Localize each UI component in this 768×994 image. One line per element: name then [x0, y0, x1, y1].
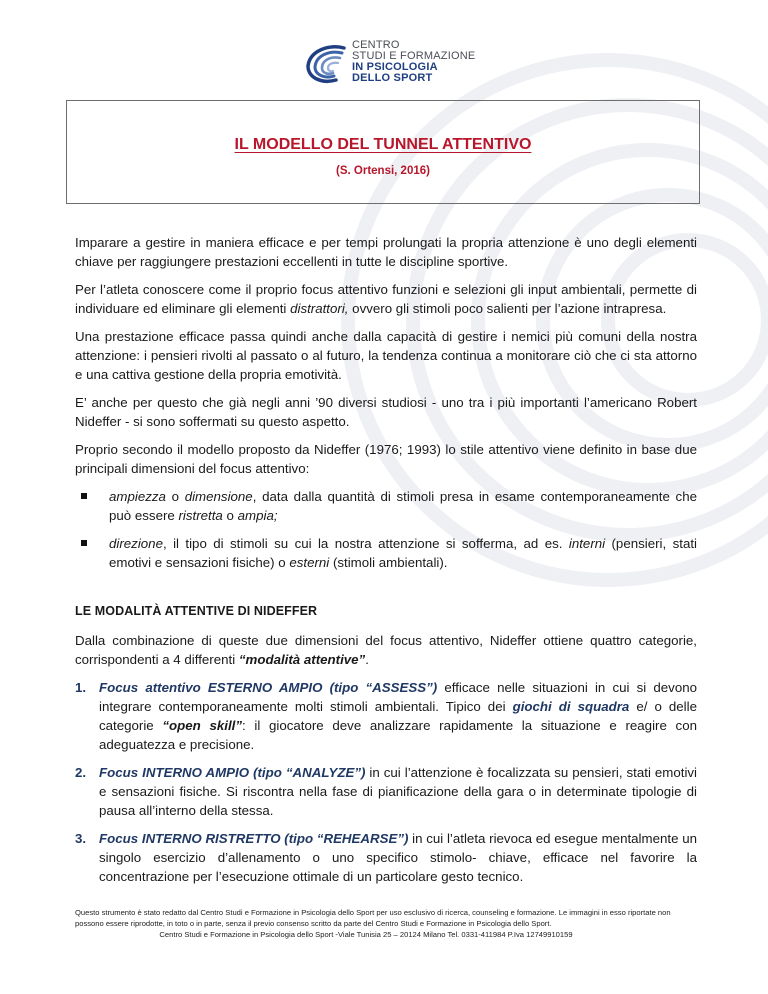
title-box: [66, 100, 700, 204]
bullet-1-text-f: o: [222, 508, 238, 523]
bullet-2-term: direzione: [109, 536, 163, 551]
item-1-text-1: efficace nelle situazioni in cui si devono integrare contemporaneamente molti stimoli ambientali. Tipico dei: [99, 680, 698, 714]
list-item-assess: [75, 678, 697, 754]
square-bullet-icon: [81, 540, 87, 546]
paragraph-3: Una prestazione efficace passa quindi anche dalla capacità di gestire i nemici più comuni della nostra attenzione: i pensieri rivolti al passato o al futuro, la tendenza continua a monitorare ciò che ci sta attorno e una cattiva gestione della propria emotività.: [75, 329, 697, 382]
bullet-2-italic-e: esterni: [289, 555, 330, 570]
item-1-emphasis-2: “open skill”: [162, 718, 243, 733]
logo-line-3: IN PSICOLOGIA: [352, 61, 438, 73]
bullet-2-text-f: (stimoli ambientali).: [329, 555, 448, 570]
item-3-heading: Focus INTERNO RISTRETTO (tipo “REHEARSE”): [99, 831, 409, 846]
list-item-analyze: [75, 763, 697, 820]
page-footer: [75, 907, 697, 940]
square-bullet-icon: [81, 493, 87, 499]
paragraph-2-text-c: ovvero gli stimoli poco salienti per l’azione intrapresa.: [348, 301, 667, 316]
logo-line-4: DELLO SPORT: [352, 72, 433, 84]
paragraph-2-text-a: Per l’atleta conoscere come il proprio focus attentivo funzioni e selezioni gli input ambientali, permette di individuare ed eliminare gli elementi: [75, 282, 697, 316]
bullet-1-text-b: o: [165, 489, 185, 504]
bullet-1-italic-g: ampia;: [237, 508, 278, 523]
list-item-direzione: [75, 534, 697, 572]
item-2-heading: Focus INTERNO AMPIO (tipo “ANALYZE”): [99, 765, 366, 780]
bullet-1-term-2: dimensione: [184, 489, 253, 504]
paragraph-4: E’ anche per questo che già negli anni ’90 diversi studiosi - uno tra i più importanti l’americano Robert Nideffer - si sono soffermati su questo aspetto.: [75, 395, 697, 429]
bullet-1-italic-e: ristretta: [178, 508, 223, 523]
footer-address: Centro Studi e Formazione in Psicologia dello Sport -Viale Tunisia 25 – 20124 Milano Tel. 0331-411984 P.Iva 12749910159: [159, 930, 573, 939]
item-2-text: in cui l’attenzione è focalizzata su pensieri, stati emotivi e sensazioni fisiche. Si riscontra nella fase di pianificazione della gara o in determinate tipologie di pausa all’interno della stessa.: [99, 765, 698, 818]
bullet-1-term: ampiezza: [109, 489, 166, 504]
paragraph-6: [75, 631, 697, 669]
footer-disclaimer: Questo strumento è stato redatto dal Centro Studi e Formazione in Psicologia dello Sport per uso esclusivo di ricerca, counseling e formazione. Le immagini in esso riportate non possono essere riprodotte, in toto o in parte, senza il previo consenso scritto da parte del Centro Studi e Formazione in Psicologia dello Sport.: [75, 908, 671, 928]
paragraph-6-text-a: Dalla combinazione di queste due dimensioni del focus attentivo, Nideffer ottiene quattro categorie, corrispondenti a 4 differenti: [75, 633, 697, 667]
item-1-heading: Focus attentivo ESTERNO AMPIO (tipo “ASSESS”): [99, 680, 438, 695]
paragraph-1: Imparare a gestire in maniera efficace e per tempi prolungati la propria attenzione è uno degli elementi chiave per raggiungere prestazioni eccellenti in tutte le discipline sportive.: [75, 235, 697, 269]
paragraph-5: Proprio secondo il modello proposto da Nideffer (1976; 1993) lo stile attentivo viene definito in base due principali dimensioni del focus attentivo:: [75, 442, 697, 476]
list-item-rehearse: [75, 829, 697, 886]
section-heading: LE MODALITÀ ATTENTIVE DI NIDEFFER: [75, 604, 318, 618]
attentive-modes-list: [75, 678, 697, 886]
bullet-2-italic-c: interni: [568, 536, 606, 551]
item-1-text-3: : il giocatore deve analizzare rapidamente la situazione e reagire con adeguatezza e precisione.: [99, 718, 697, 752]
paragraph-6-emphasis: “modalità attentive”: [238, 652, 366, 667]
logo-wordmark: [352, 40, 475, 84]
document-body: [75, 233, 697, 895]
document-subtitle: (S. Ortensi, 2016): [336, 165, 430, 177]
item-1-emphasis-1: giochi di squadra: [512, 699, 630, 714]
paragraph-2: [75, 280, 697, 318]
bullet-2-text-b: , il tipo di stimoli su cui la nostra attenzione si sofferma, ad es.: [162, 536, 569, 551]
paragraph-6-text-c: .: [365, 652, 369, 667]
paragraph-2-italic: distrattori,: [290, 301, 349, 316]
item-number: 3.: [75, 831, 87, 846]
document-title: IL MODELLO DEL TUNNEL ATTENTIVO: [234, 136, 532, 153]
item-number: 1.: [75, 680, 87, 695]
logo-line-2: STUDI E FORMAZIONE: [352, 50, 476, 62]
list-item-ampiezza: [75, 487, 697, 525]
item-number: 2.: [75, 765, 87, 780]
item-1-text-2: e/ o delle categorie: [99, 699, 697, 733]
bullet-2-text-d: (pensieri, stati emotivi e sensazioni fisiche) o: [109, 536, 697, 570]
logo-line-1: CENTRO: [352, 39, 400, 51]
dimensions-list: [75, 487, 697, 572]
bullet-1-text-d: , data dalla quantità di stimoli presa in esame contemporaneamente che può essere: [109, 489, 697, 523]
item-3-text: in cui l’atleta rievoca ed esegue mentalmente un singolo esercizio d’allenamento o uno specifico stimolo- chiave, efficace nel favorire la concentrazione per l’esecuzione ottimale di un particolare gesto tecnico.: [99, 831, 697, 884]
